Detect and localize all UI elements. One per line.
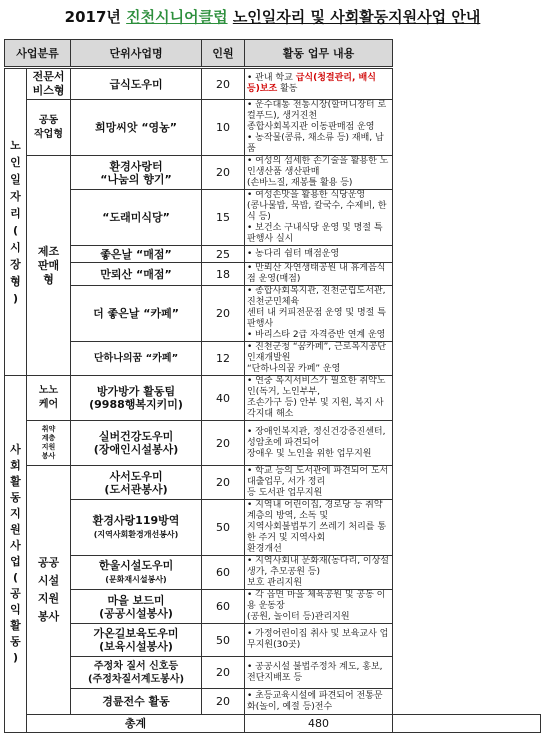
program-name-sub: (지역사회환경개선봉사) [93, 530, 179, 539]
category-social: 사 회 활 동 지 원 사 업 ( 공 익 활 동 ) [5, 376, 27, 733]
table-row [5, 421, 541, 466]
program-desc: • 진천군청 “꿈카페”, 근로복지공단 인재개발원 “단하나의꿈 카페” 운영 [245, 342, 393, 376]
program-count: 60 [202, 590, 245, 624]
program-name: 한울시설도우미 [98, 559, 174, 572]
table-row [5, 246, 541, 263]
subcategory-public: 공공 시설 지원 봉사 [27, 466, 71, 715]
program-count: 20 [202, 466, 245, 500]
program-name: 환경사랑터 “나눔의 향기” [71, 156, 202, 190]
program-name: 실버건강도우미 (장애인시설봉사) [71, 421, 202, 466]
program-count: 10 [202, 100, 245, 156]
program-desc: • 학교 등의 도서관에 파견되어 도서대출업무, 서가 정리 등 도서관 업무지원 [245, 466, 393, 500]
program-count: 20 [202, 68, 245, 100]
program-desc: • 여성손맛을 활용한 식당운영 (콩나물밥, 묵밥, 칼국수, 수제비, 한식 등) • 보건소 구내식당 운영 및 명절 특판행사 실시 [245, 190, 393, 246]
table-row [5, 100, 541, 156]
program-name: 단하나의꿈 “카페” [71, 342, 202, 376]
table-row [5, 689, 541, 715]
header-category: 사업분류 [5, 40, 71, 68]
desc-text: • 관내 학교 [247, 73, 296, 83]
table-row [5, 190, 541, 246]
program-name: 만뢰산 “매점” [71, 263, 202, 286]
program-desc: • 지역사회내 문화재(농다리, 이상설생가, 추모공원 등) 보호 관리지원 [245, 556, 393, 590]
desc-text: 활동 [277, 84, 298, 94]
program-count: 20 [202, 156, 245, 190]
program-count: 50 [202, 624, 245, 657]
table-row [5, 466, 541, 500]
program-name: 방가방가 활동팀 (9988행복지키미) [71, 376, 202, 421]
program-count: 50 [202, 500, 245, 556]
program-count: 20 [202, 286, 245, 342]
program-desc: • 공공시설 불법주정차 계도, 홍보, 전단지배포 등 [245, 657, 393, 689]
title-year: 2017년 [64, 8, 121, 26]
program-count: 25 [202, 246, 245, 263]
program-name: 주정차 질서 신호등 (주정차질서계도봉사) [71, 657, 202, 689]
table-row [5, 286, 541, 342]
total-desc-empty [393, 715, 541, 733]
table-row [5, 624, 541, 657]
program-desc: • 장애인복지관, 정신건강증진센터, 성암초에 파견되어 장애우 및 노인을 위한 업무지원 [245, 421, 393, 466]
table-row [5, 500, 541, 556]
table-row [5, 68, 541, 100]
table-header-row [5, 40, 541, 68]
program-name: “도래미식당” [71, 190, 202, 246]
subcategory-care: 노노 케어 [27, 376, 71, 421]
program-name-sub: (문화재시설봉사) [105, 575, 167, 584]
program-name-cell [71, 500, 202, 556]
desc-highlight: 급식(청결관리, 배식 등)보조 [247, 73, 376, 94]
program-desc: • 농다리 쉼터 매점운영 [245, 246, 393, 263]
table-row [5, 263, 541, 286]
program-desc: • 초등교육시설에 파견되어 전통문화(놀이, 예절 등)전수 [245, 689, 393, 715]
total-count: 480 [245, 715, 393, 733]
header-desc: 활동 업무 내용 [245, 40, 393, 68]
table-row [5, 342, 541, 376]
program-desc: • 가정어린이집 취사 및 보육교사 업무지원(30곳) [245, 624, 393, 657]
table-row [5, 556, 541, 590]
page-title [0, 0, 545, 34]
program-desc: • 만뢰산 자연생태공원 내 휴게음식점 운영(매점) [245, 263, 393, 286]
program-desc: • 각 읍면 마을 체육공원 및 공동 이용 운동장 (공원, 놀이터 등)관리지원 [245, 590, 393, 624]
title-org: 진천시니어클럽 [126, 8, 228, 26]
program-desc: • 지역내 어린이집, 경로당 등 취약계층의 방역, 소독 및 지역사회불법투기 쓰레기 처리를 통한 주거 및 지역사회 환경개선 [245, 500, 393, 556]
program-name: 희망씨앗 “영농” [71, 100, 202, 156]
category-market: 노 인 일 자 리 ( 시 장 형 ) [5, 68, 27, 376]
program-desc: • 여성의 섬세한 손기술을 활용한 노인생산품 생산판매 (손바느질, 재봉틀 활용 등) [245, 156, 393, 190]
program-name: 마을 보드미 (공공시설봉사) [71, 590, 202, 624]
program-name: 경륜전수 활동 [71, 689, 202, 715]
program-name: 환경사랑119방역 [92, 514, 180, 527]
program-table [4, 39, 541, 733]
total-row [5, 715, 541, 733]
subcategory-manufacture: 제조 판매 형 [27, 156, 71, 376]
program-desc [245, 68, 393, 100]
table-row [5, 376, 541, 421]
subcategory-joint: 공동 작업형 [27, 100, 71, 156]
program-count: 12 [202, 342, 245, 376]
program-count: 60 [202, 556, 245, 590]
program-desc: • 연중 복지서비스가 필요한 취약노인(독거, 노인부부, 조손가구 등) 안부 및 지원, 복지 사각지대 해소 [245, 376, 393, 421]
program-name: 더 좋은날 “카페” [71, 286, 202, 342]
table-row [5, 657, 541, 689]
total-label: 총계 [27, 715, 245, 733]
program-count: 18 [202, 263, 245, 286]
program-desc: • 운수대통 전통시장(할머니장터 로컬푸드), 생거진천 종합사회복지관 이동판매점 운영 • 농작물(콩류, 채소류 등) 재배, 납품 [245, 100, 393, 156]
program-name: 좋은날 “매점” [71, 246, 202, 263]
header-name: 단위사업명 [71, 40, 202, 68]
program-count: 20 [202, 689, 245, 715]
table-row [5, 156, 541, 190]
program-name-cell [71, 556, 202, 590]
program-name: 가온길보육도우미 (보육시설봉사) [71, 624, 202, 657]
title-rest: 노인일자리 및 사회활동지원사업 안내 [232, 8, 481, 26]
program-count: 15 [202, 190, 245, 246]
table-row [5, 590, 541, 624]
subcategory-specialist: 전문서 비스형 [27, 68, 71, 100]
program-count: 20 [202, 657, 245, 689]
subcategory-vulnerable: 취약 계층 지원 봉사 [27, 421, 71, 466]
program-desc: • 종합사회복지관, 진천군립도서관, 진천군민체육 센터 내 커피전문점 운영 및 명절 특판행사 • 바리스타 2급 자격증반 연계 운영 [245, 286, 393, 342]
program-count: 20 [202, 421, 245, 466]
header-count: 인원 [202, 40, 245, 68]
program-name: 급식도우미 [71, 68, 202, 100]
program-name: 사서도우미 (도서관봉사) [71, 466, 202, 500]
program-count: 40 [202, 376, 245, 421]
